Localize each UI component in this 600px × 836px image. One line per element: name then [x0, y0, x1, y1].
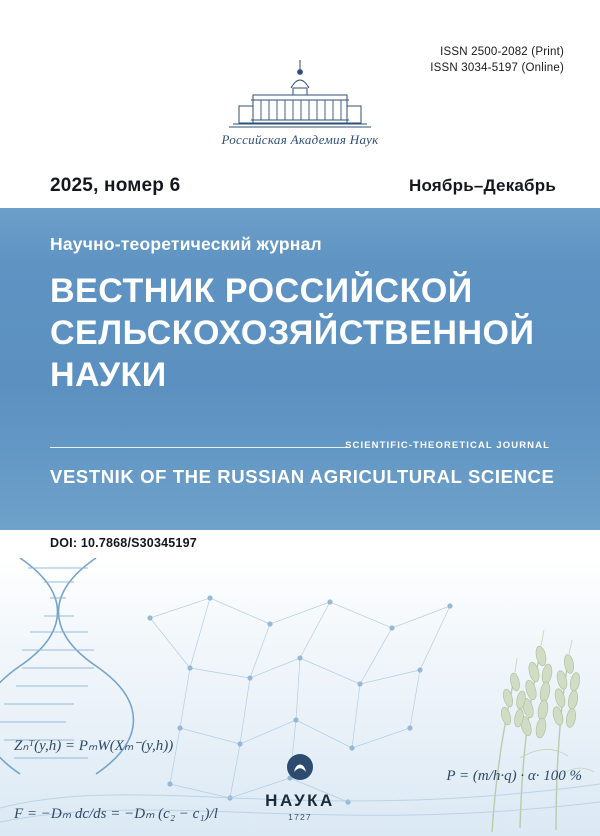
issue-months: Ноябрь–Декабрь: [408, 176, 556, 195]
issn-online: ISSN 3034-5197 (Online): [430, 62, 564, 74]
formula-2: F = −Dₘ dc/ds = −Dₘ (c₂ − c₁)/l: [14, 806, 218, 822]
journal-subtitle-ru: Научно-теоретический журнал: [50, 234, 322, 254]
divider-line: [50, 447, 350, 448]
russian-academy-of-sciences-emblem: [205, 58, 395, 146]
divider-row: [50, 440, 550, 454]
dna-rungs-icon: [0, 568, 94, 758]
issn-block: [430, 44, 564, 76]
publisher-logo: [240, 750, 360, 822]
issue-number: 2025, номер 6: [50, 175, 181, 196]
publisher-name: НАУКА: [265, 791, 335, 810]
journal-subtitle-en: SCIENTIFIC-THEORETICAL JOURNAL: [345, 440, 550, 451]
issn-print: ISSN 2500-2082 (Print): [440, 46, 564, 58]
formula-3: P = (m/h·q) · α· 100 %: [446, 768, 582, 784]
formula-1: Zₙᵀ(y,h) = PₘW(Xₘ⁻(y,h)): [14, 738, 174, 754]
wheat-ears-icon: [492, 630, 594, 832]
nauka-publisher-icon: [283, 750, 317, 784]
doi-text: DOI: 10.7868/S30345197: [50, 536, 197, 550]
journal-title-ru: ВЕСТНИК РОССИЙСКОЙ СЕЛЬСКОХОЗЯЙСТВЕННОЙ НАУКИ: [50, 272, 535, 394]
journal-title-en: VESTNIK OF THE RUSSIAN AGRICULTURAL SCIENCE: [50, 466, 555, 487]
emblem-caption: Российская Академия Наук: [221, 132, 379, 147]
cover-illustration-area: [0, 558, 600, 836]
title-block: [0, 208, 600, 530]
publisher-year: 1727: [288, 812, 312, 822]
